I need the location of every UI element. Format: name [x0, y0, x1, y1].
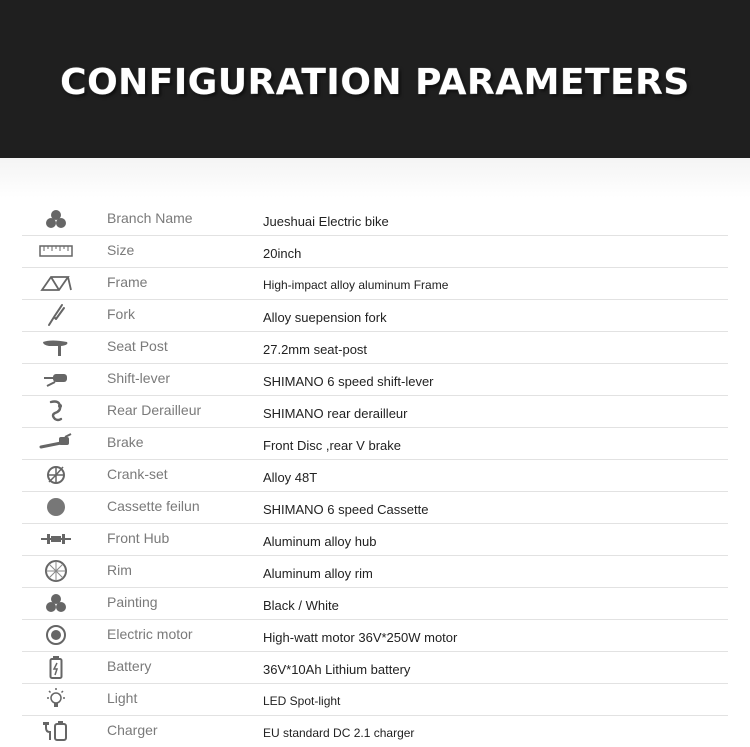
spec-row-painting — [22, 588, 728, 620]
spec-value: LED Spot-light — [263, 694, 341, 708]
spec-row-crank-set — [22, 460, 728, 492]
spec-label: Cassette feilun — [107, 498, 200, 514]
spec-value: Aluminum alloy hub — [263, 534, 377, 549]
spec-value: EU standard DC 2.1 charger — [263, 726, 415, 740]
charger-icon — [36, 719, 76, 743]
spec-label: Front Hub — [107, 530, 170, 546]
spec-value: 27.2mm seat-post — [263, 342, 368, 357]
seat-post-icon — [36, 335, 76, 359]
spec-row-seat-post — [22, 332, 728, 364]
fork-icon — [36, 303, 76, 327]
shift-lever-icon — [36, 367, 76, 391]
spec-label: Size — [107, 242, 135, 258]
battery-icon — [36, 655, 76, 679]
spec-row-branch-name — [22, 204, 728, 236]
spec-value: 36V*10Ah Lithium battery — [263, 662, 411, 677]
motor-icon — [36, 623, 76, 647]
spec-label: Branch Name — [107, 210, 193, 226]
spec-table — [0, 158, 750, 740]
spec-value: Aluminum alloy rim — [263, 566, 373, 581]
spec-row-brake — [22, 428, 728, 460]
spec-value: SHIMANO rear derailleur — [263, 406, 408, 421]
spec-row-fork — [22, 300, 728, 332]
header-banner — [0, 0, 750, 158]
spec-label: Frame — [107, 274, 148, 290]
spec-value: Front Disc ,rear V brake — [263, 438, 401, 453]
rim-icon — [36, 559, 76, 583]
derailleur-icon — [36, 399, 76, 423]
spec-value: 20inch — [263, 246, 302, 261]
ruler-icon — [36, 239, 76, 263]
spec-label: Battery — [107, 658, 152, 674]
spec-label: Electric motor — [107, 626, 193, 642]
page-title: CONFIGURATION PARAMETERS — [60, 62, 690, 103]
spec-value: High-watt motor 36V*250W motor — [263, 630, 458, 645]
spec-label: Crank-set — [107, 466, 168, 482]
cluster-icon — [36, 207, 76, 231]
spec-value: SHIMANO 6 speed Cassette — [263, 502, 429, 517]
spec-label: Fork — [107, 306, 135, 322]
spec-row-electric-motor — [22, 620, 728, 652]
spec-row-frame — [22, 268, 728, 300]
spec-label: Seat Post — [107, 338, 168, 354]
spec-label: Brake — [107, 434, 144, 450]
spec-row-battery — [22, 652, 728, 684]
spec-label: Charger — [107, 722, 158, 738]
spec-row-shift-lever — [22, 364, 728, 396]
hub-icon — [36, 527, 76, 551]
spec-row-rim — [22, 556, 728, 588]
paint-icon — [36, 591, 76, 615]
spec-label: Shift-lever — [107, 370, 171, 386]
spec-row-charger — [22, 716, 728, 747]
spec-value: Black / White — [263, 598, 339, 613]
cassette-icon — [36, 495, 76, 519]
spec-row-front-hub — [22, 524, 728, 556]
spec-label: Light — [107, 690, 138, 706]
spec-value: Alloy 48T — [263, 470, 318, 485]
brake-icon — [36, 431, 76, 455]
spec-label: Rear Derailleur — [107, 402, 202, 418]
spec-row-light — [22, 684, 728, 716]
spec-row-cassette — [22, 492, 728, 524]
spec-value: SHIMANO 6 speed shift-lever — [263, 374, 434, 389]
spec-row-size — [22, 236, 728, 268]
spec-value: High-impact alloy aluminum Frame — [263, 278, 449, 292]
spec-value: Alloy suepension fork — [263, 310, 387, 325]
crankset-icon — [36, 463, 76, 487]
spec-label: Painting — [107, 594, 158, 610]
frame-icon — [36, 271, 76, 295]
spec-row-rear-derailleur — [22, 396, 728, 428]
light-bulb-icon — [36, 687, 76, 711]
spec-label: Rim — [107, 562, 132, 578]
spec-value: Jueshuai Electric bike — [263, 214, 389, 229]
